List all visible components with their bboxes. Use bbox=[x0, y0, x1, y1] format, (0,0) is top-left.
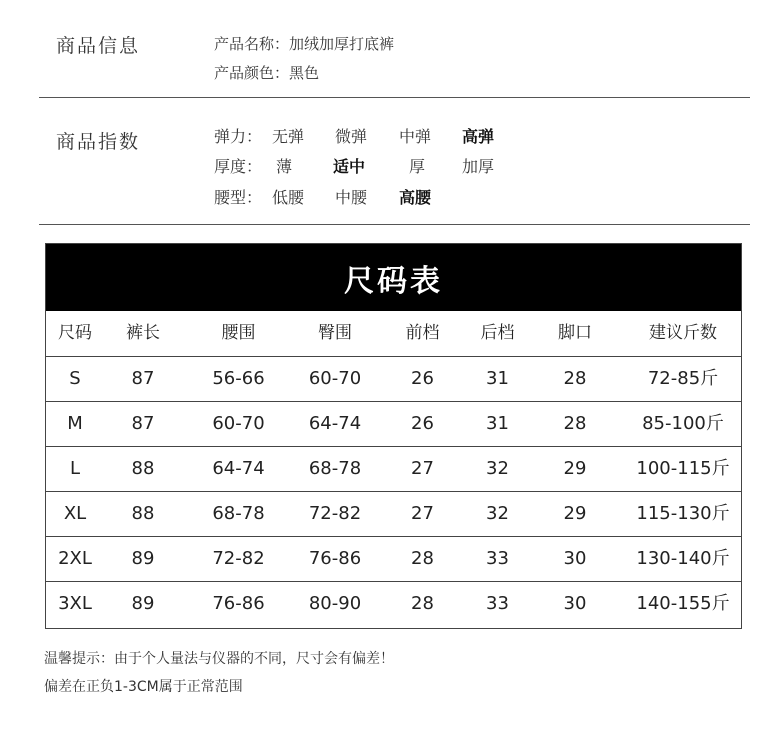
front-rise-cell: 28 bbox=[411, 548, 434, 569]
hip-cell: 72-82 bbox=[308, 503, 362, 524]
product-info-title: 商品信息 bbox=[56, 35, 141, 57]
weight-cell: 85-100斤 bbox=[642, 413, 724, 434]
back-rise-cell: 33 bbox=[486, 593, 509, 614]
waist-cell: 60-70 bbox=[212, 413, 265, 434]
attr-option: 薄 bbox=[276, 157, 293, 176]
hip-cell: 64-74 bbox=[308, 413, 362, 434]
weight-cell: 100-115斤 bbox=[636, 458, 730, 479]
attr-option: 低腰 bbox=[272, 188, 305, 207]
table-row bbox=[46, 401, 741, 446]
hem-cell: 29 bbox=[563, 458, 587, 479]
product-color-line: 产品颜色：黑色 bbox=[214, 64, 320, 82]
front-rise-cell: 27 bbox=[411, 458, 434, 479]
hem-cell: 30 bbox=[563, 548, 587, 569]
attr-option: 中腰 bbox=[335, 188, 368, 207]
attr-option-selected: 高弹 bbox=[462, 127, 495, 146]
size-chart-title: 尺码表 bbox=[46, 244, 741, 311]
table-row bbox=[46, 356, 741, 401]
table-row bbox=[46, 536, 741, 581]
size-cell: XL bbox=[63, 503, 87, 524]
hem-cell: 29 bbox=[563, 503, 587, 524]
attr-option: 微弹 bbox=[335, 127, 368, 146]
back-rise-cell: 32 bbox=[486, 503, 509, 524]
length-cell: 87 bbox=[131, 413, 155, 434]
waist-cell: 56-66 bbox=[212, 368, 265, 389]
hip-cell: 80-90 bbox=[308, 593, 362, 614]
hip-cell: 76-86 bbox=[308, 548, 362, 569]
length-cell: 88 bbox=[131, 503, 155, 524]
front-rise-cell: 28 bbox=[411, 593, 434, 614]
front-rise-cell: 27 bbox=[411, 503, 434, 524]
header-cell: 前档 bbox=[405, 323, 440, 343]
attr-label: 腰型： bbox=[214, 188, 263, 207]
hem-cell: 28 bbox=[563, 413, 587, 434]
size-chart-header-row bbox=[46, 311, 741, 356]
attr-option-selected: 高腰 bbox=[399, 188, 432, 207]
back-rise-cell: 32 bbox=[486, 458, 509, 479]
header-cell: 裤长 bbox=[126, 323, 160, 343]
header-cell: 腰围 bbox=[221, 323, 256, 343]
header-cell: 臀围 bbox=[318, 323, 352, 343]
divider-bottom bbox=[39, 224, 750, 225]
header-cell: 脚口 bbox=[558, 323, 592, 343]
front-rise-cell: 26 bbox=[411, 368, 434, 389]
header-cell: 尺码 bbox=[58, 323, 92, 343]
size-chart bbox=[45, 243, 742, 629]
tip-note: 温馨提示：由于个人量法与仪器的不同，尺寸会有偏差！ bbox=[44, 651, 394, 667]
waist-cell: 72-82 bbox=[212, 548, 265, 569]
front-rise-cell: 26 bbox=[411, 413, 434, 434]
attr-label: 厚度： bbox=[214, 157, 263, 176]
back-rise-cell: 33 bbox=[486, 548, 509, 569]
length-cell: 89 bbox=[131, 548, 155, 569]
hem-cell: 28 bbox=[563, 368, 587, 389]
hip-cell: 68-78 bbox=[308, 458, 362, 479]
back-rise-cell: 31 bbox=[486, 368, 509, 389]
attr-option: 中弹 bbox=[399, 127, 432, 146]
table-row bbox=[46, 491, 741, 536]
waist-cell: 76-86 bbox=[212, 593, 265, 614]
header-cell: 建议斤数 bbox=[649, 323, 717, 343]
attr-option: 无弹 bbox=[272, 127, 305, 146]
hem-cell: 30 bbox=[563, 593, 587, 614]
product-name-line: 产品名称：加绒加厚打底裤 bbox=[214, 35, 395, 53]
waist-cell: 64-74 bbox=[212, 458, 265, 479]
back-rise-cell: 31 bbox=[486, 413, 509, 434]
size-cell: L bbox=[69, 458, 81, 479]
length-cell: 88 bbox=[131, 458, 155, 479]
waist-cell: 68-78 bbox=[212, 503, 265, 524]
tolerance-note: 偏差在正负1-3CM属于正常范围 bbox=[44, 679, 243, 695]
attr-option-selected: 适中 bbox=[333, 157, 366, 176]
size-cell: S bbox=[69, 368, 81, 389]
table-row bbox=[46, 446, 741, 491]
size-cell: 2XL bbox=[58, 548, 92, 569]
weight-cell: 115-130斤 bbox=[636, 503, 730, 524]
size-cell: 3XL bbox=[58, 593, 92, 614]
table-row bbox=[46, 581, 741, 626]
weight-cell: 72-85斤 bbox=[647, 368, 719, 389]
product-index-title: 商品指数 bbox=[56, 131, 141, 153]
attr-option: 厚 bbox=[409, 157, 426, 176]
weight-cell: 140-155斤 bbox=[636, 593, 730, 614]
length-cell: 89 bbox=[131, 593, 155, 614]
attr-option: 加厚 bbox=[462, 157, 495, 176]
weight-cell: 130-140斤 bbox=[636, 548, 730, 569]
divider-top bbox=[39, 97, 750, 98]
size-cell: M bbox=[67, 413, 83, 434]
length-cell: 87 bbox=[131, 368, 155, 389]
hip-cell: 60-70 bbox=[308, 368, 362, 389]
header-cell: 后档 bbox=[480, 323, 515, 343]
attr-label: 弹力： bbox=[214, 127, 263, 146]
